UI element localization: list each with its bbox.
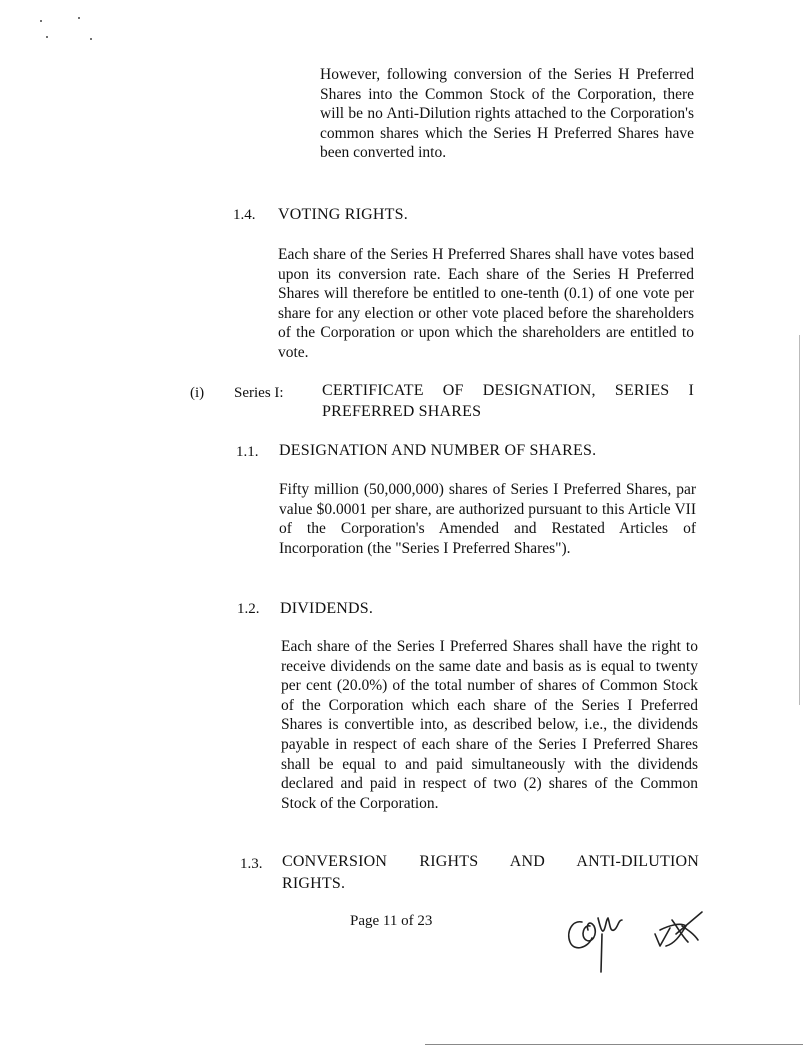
continuation-paragraph: However, following conversion of the Series H Preferred Shares into the Common Stock of the Corporation, there will be no Anti-Dilution rights attached to the Corporation's common shares which the Series H Preferred Shares have been converted into. bbox=[320, 66, 694, 162]
section-number: 1.1. bbox=[236, 444, 259, 460]
scan-bottom-line bbox=[425, 1044, 803, 1045]
section-title: DIVIDENDS. bbox=[280, 600, 374, 617]
scan-speck bbox=[78, 17, 80, 19]
scan-edge-line bbox=[799, 335, 800, 705]
scan-speck bbox=[46, 36, 48, 38]
scan-speck bbox=[40, 20, 42, 22]
series-marker: (i) bbox=[190, 385, 205, 401]
dividends-paragraph: Each share of the Series I Preferred Shares shall have the right to receive dividends on the same date and basis as is equal to twenty per cent (20.0%) of the total number of shares of Common Stock of the Corporation which each share of the Series I Preferred Shares is convertible into, as described below, i.e., the dividends payable in respect of each share of the Series I Preferred Shares shall be equal to and paid simultaneously with the dividends declared and paid in respect of two (2) shares of the Common Stock of the Corporation. bbox=[281, 638, 698, 812]
voting-rights-paragraph: Each share of the Series H Preferred Shares shall have votes based upon its conversion rate. Each share of the Series H Preferred Shares will therefore be entitled to one-tenth (0.1) of one vote per share for any election or other vote placed before the shareholders of the Corporation or upon which the shareholders are entitled to vote. bbox=[278, 246, 694, 361]
section-title: VOTING RIGHTS. bbox=[278, 206, 408, 223]
scan-speck bbox=[90, 38, 92, 40]
handwritten-initials bbox=[560, 900, 710, 980]
series-label: Series I: bbox=[234, 385, 284, 401]
series-title-line-2: PREFERRED SHARES bbox=[322, 403, 482, 420]
designation-paragraph: Fifty million (50,000,000) shares of Series I Preferred Shares, par value $0.0001 per share, are authorized pursuant to this Article VII of the Corporation's Amended and Restated Articles of Incorporation (the "Series I Preferred Shares"). bbox=[279, 481, 696, 557]
section-number: 1.2. bbox=[237, 601, 260, 617]
section-title-line-1: CONVERSION RIGHTS AND ANTI-DILUTION bbox=[282, 853, 699, 870]
section-number: 1.4. bbox=[233, 207, 256, 223]
section-title-line-2: RIGHTS. bbox=[282, 875, 346, 892]
page-number: Page 11 of 23 bbox=[350, 913, 433, 929]
section-number: 1.3. bbox=[240, 856, 263, 872]
series-title-line-1: CERTIFICATE OF DESIGNATION, SERIES I bbox=[322, 382, 694, 399]
section-title: DESIGNATION AND NUMBER OF SHARES. bbox=[279, 442, 597, 459]
